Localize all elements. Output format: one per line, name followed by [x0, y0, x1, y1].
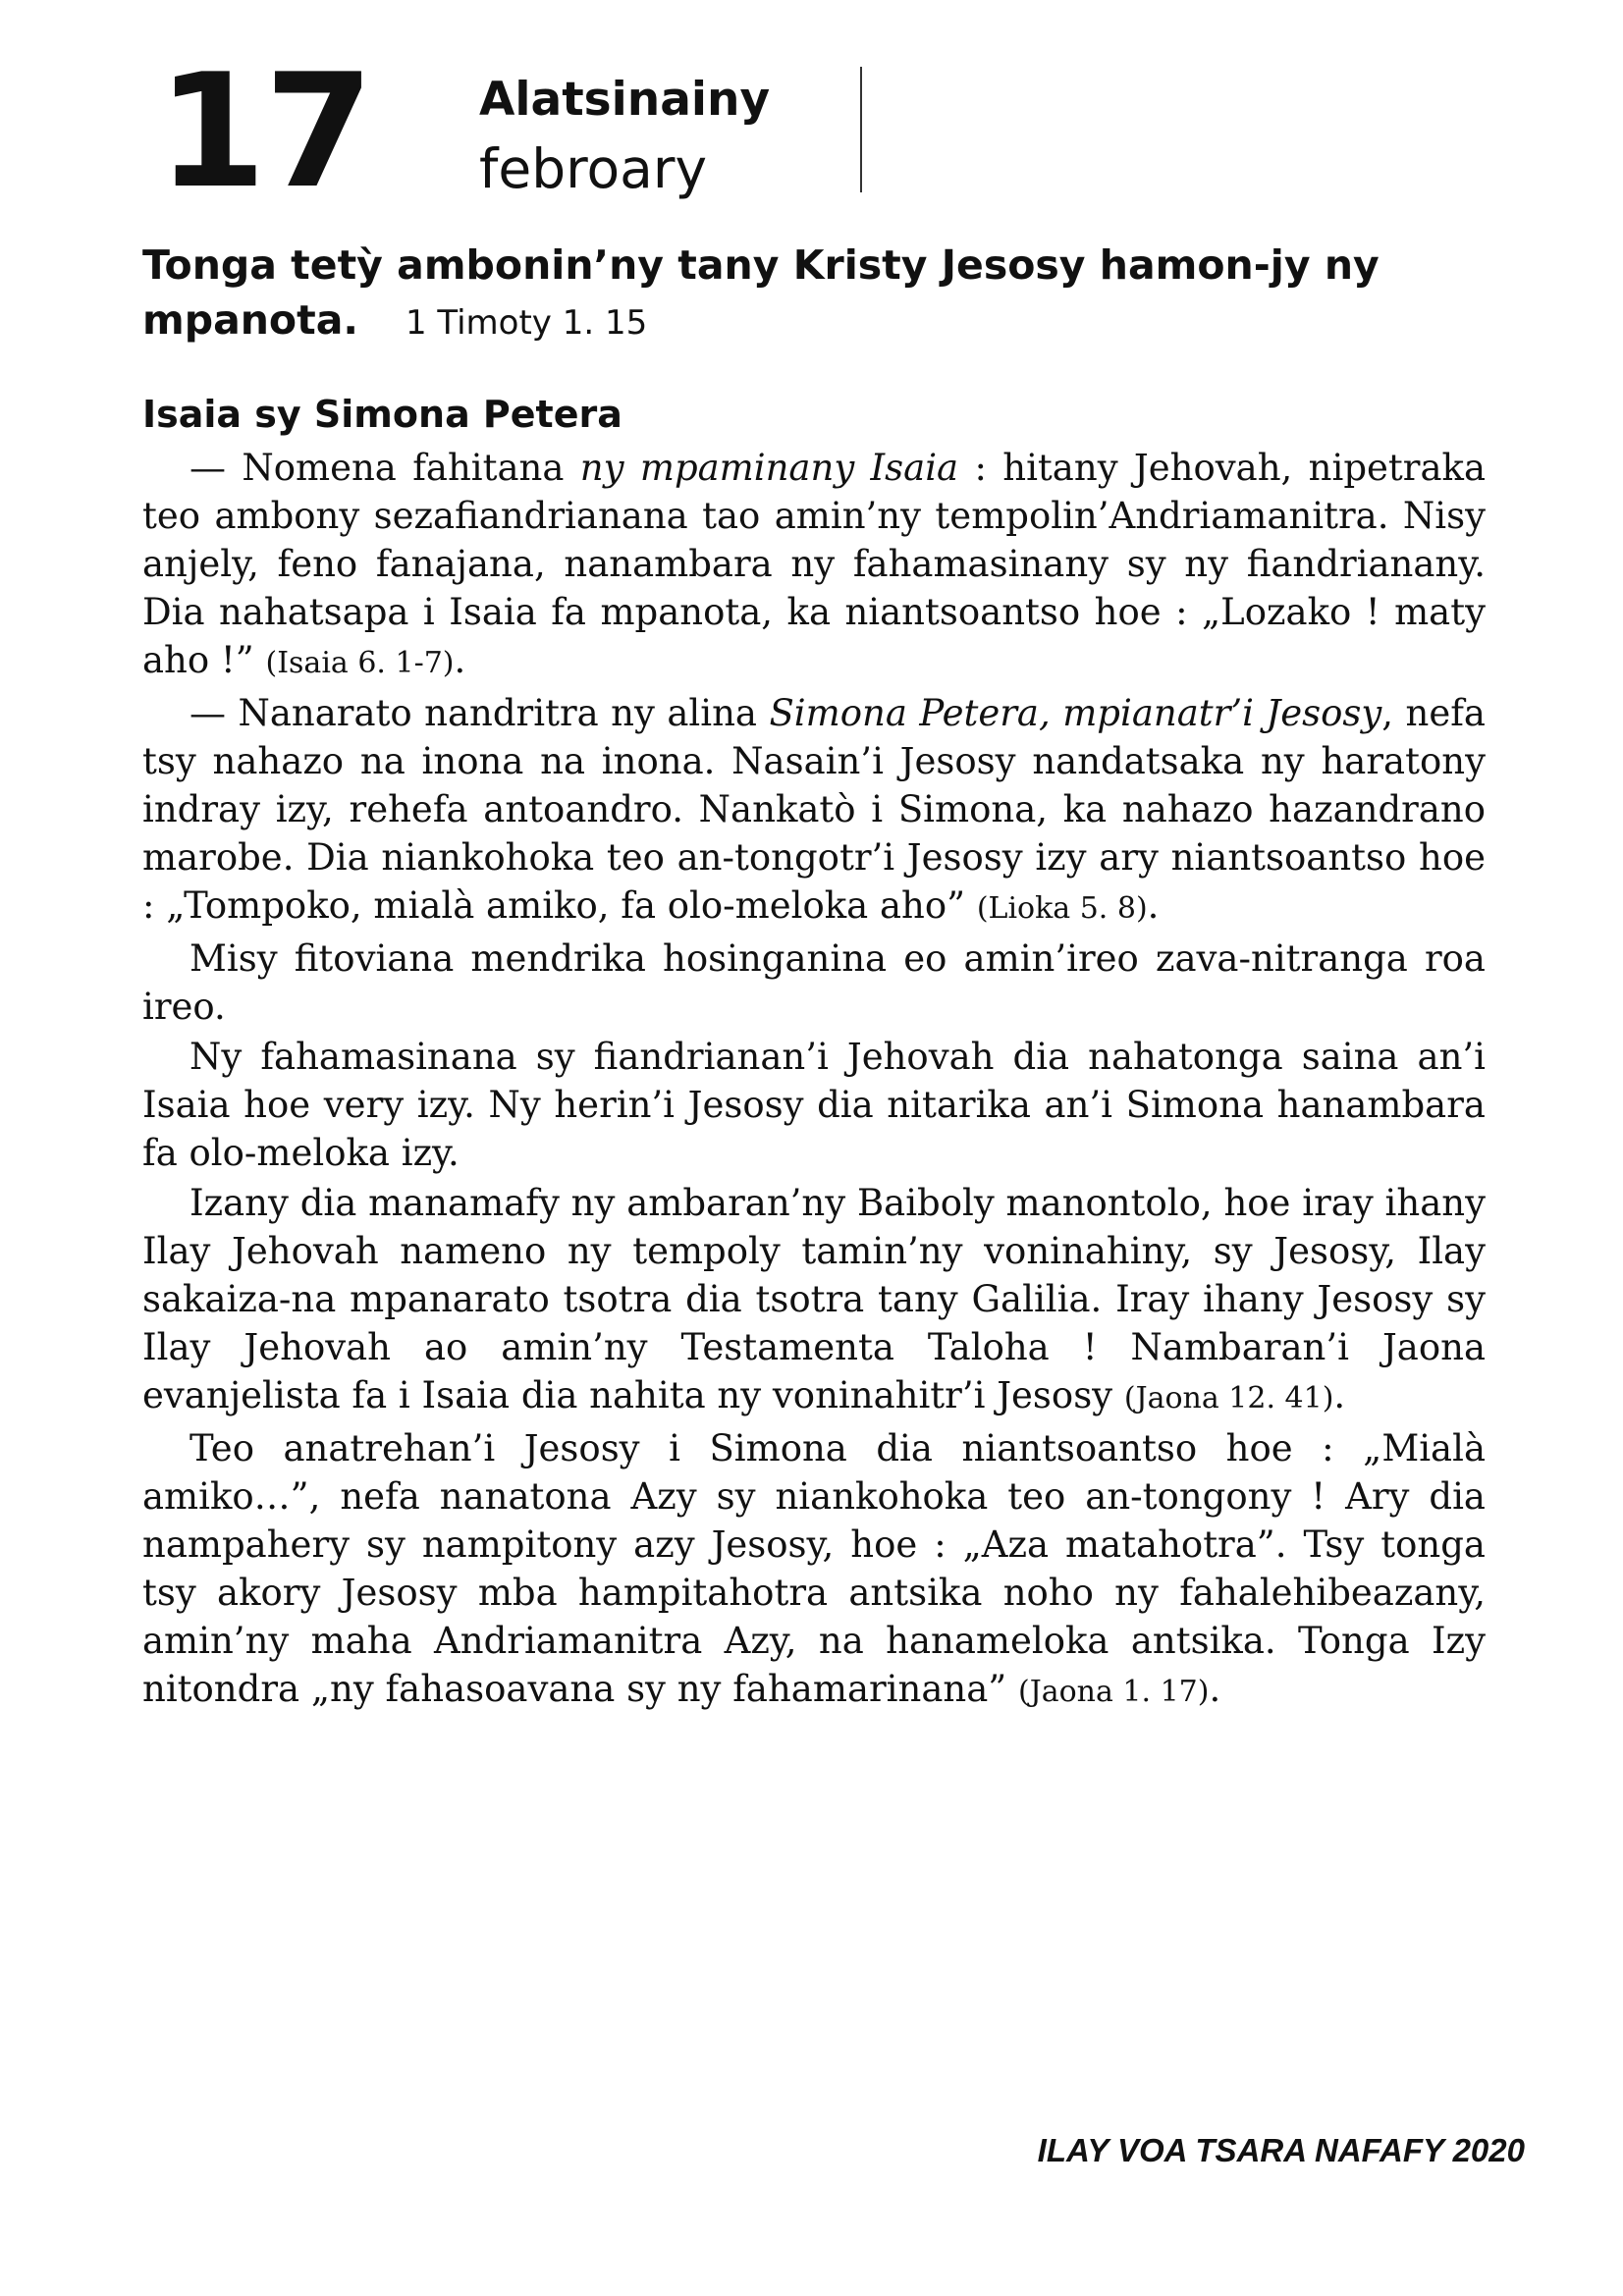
paragraph-text: Ny fahamasinana sy fiandrianan’i Jehovah dia nahatonga saina an’i Isaia hoe very izy. Ny herin’i Jesosy dia nitarika an’i Simona hanambara fa olo-meloka izy.	[142, 1036, 1486, 1174]
paragraph-end: .	[1209, 1668, 1221, 1710]
weekday: Alatsinainy	[479, 73, 771, 127]
paragraph-text: — Nanarato nandritra ny alina	[189, 692, 770, 734]
paragraph	[142, 689, 1486, 933]
verse-reference: 1 Timoty 1. 15	[405, 303, 648, 343]
paragraph-end: .	[454, 639, 466, 681]
paragraph-text: Teo anatrehan’i Jesosy i Simona dia niantsoantso hoe : „Mialà amiko…”, nefa nanatona Azy sy niankohoka teo an-tongony ! Ary dia nampahery sy nampitony azy Jesosy, hoe : „Aza matahotra”. Tsy tonga tsy akory Jesosy mba hampitahotra antsika noho ny fahalehibeazany, amin’ny maha Andriamanitra Azy, na hanameloka antsika. Tonga Izy nitondra „ny fahasoavana sy ny fahamarinana”	[142, 1427, 1486, 1710]
section-title: Isaia sy Simona Petera	[142, 393, 622, 436]
paragraph-text: , nefa tsy nahazo na inona na inona. Nasain’i Jesosy nandatsaka ny haratony indray izy, rehefa antoandro. Nankatò i Simona, ka nahazo hazandrano marobe. Dia niankohoka teo an-tongotr’i Jesosy izy ary niantsoantso hoe : „Tompoko, mialà amiko, fa olo-meloka aho”	[142, 692, 1486, 927]
paragraph	[142, 934, 1486, 1031]
paragraph-text: : hitany Jehovah, nipetraka teo ambony sezafiandrianana tao amin’ny tempolin’Andriamanitra. Nisy anjely, feno fanajana, nanambara ny fahamasinany sy ny fiandrianany. Dia nahatsapa i Isaia fa mpanota, ka niantsoantso hoe : „Lozako ! maty aho !”	[142, 447, 1486, 681]
scripture-reference: (Isaia 6. 1-7)	[265, 646, 455, 680]
article-body	[142, 444, 1486, 1718]
paragraph-italic: ny mpaminany Isaia	[579, 447, 959, 489]
paragraph	[142, 1033, 1486, 1177]
header-divider	[860, 67, 862, 192]
paragraph	[142, 444, 1486, 687]
month: febroary	[479, 137, 708, 200]
date-header	[157, 39, 903, 223]
paragraph-text: Izany dia manamafy ny ambaran’ny Baiboly manontolo, hoe iray ihany Ilay Jehovah nameno ny tempoly tamin’ny voninahiny, sy Jesosy, Ilay sakaiza-na mpanarato tsotra dia tsotra tany Galilia. Iray ihany Jesosy sy Ilay Jehovah ao amin’ny Testamenta Taloha ! Nambaran’i Jaona evanjelista fa i Isaia dia nahita ny voninahitr’i Jesosy	[142, 1182, 1486, 1416]
paragraph-end: .	[1333, 1374, 1346, 1416]
paragraph-text: Misy fitoviana mendrika hosinganina eo amin’ireo zava-nitranga roa ireo.	[142, 937, 1486, 1028]
paragraph	[142, 1179, 1486, 1422]
paragraph	[142, 1424, 1486, 1716]
verse-text: Tonga tetỳ ambonin’ny tany Kristy Jesosy hamon-jy ny mpanota.	[142, 241, 1380, 344]
daily-verse	[142, 238, 1488, 350]
day-number: 17	[157, 39, 372, 223]
paragraph-text: — Nomena fahitana	[189, 447, 580, 489]
scripture-reference: (Jaona 12. 41)	[1123, 1381, 1334, 1415]
scripture-reference: (Jaona 1. 17)	[1017, 1675, 1210, 1709]
paragraph-end: .	[1147, 884, 1160, 927]
paragraph-italic: Simona Petera, mpianatr’i Jesosy	[769, 692, 1382, 734]
scripture-reference: (Lioka 5. 8)	[976, 891, 1148, 926]
footer-publication: ILAY VOA TSARA NAFAFY 2020	[1037, 2132, 1525, 2168]
